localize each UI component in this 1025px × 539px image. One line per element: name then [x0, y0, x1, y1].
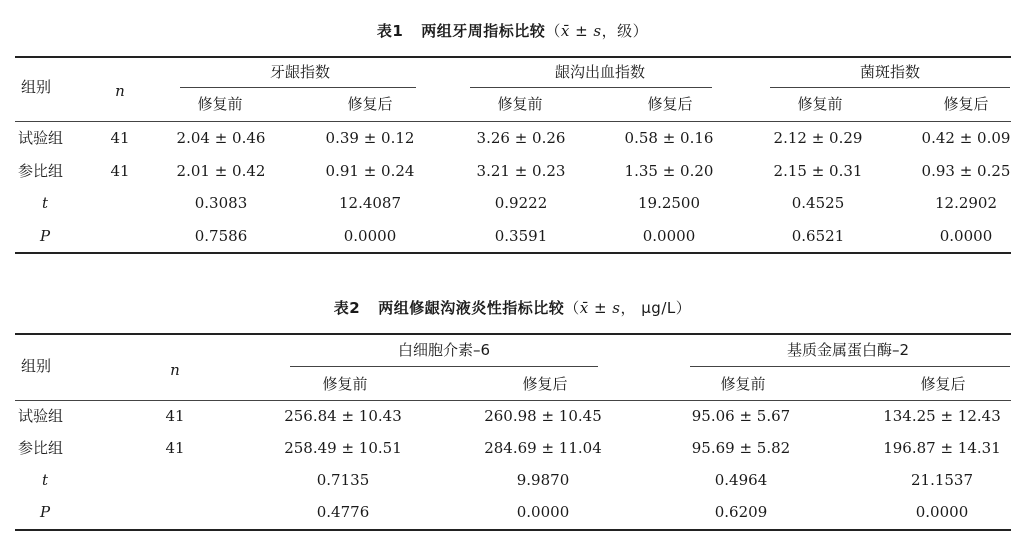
table1-row-2-value-2: 0.9222: [494, 194, 548, 212]
table1-row-1-value-0: 2.01 ± 0.42: [176, 161, 266, 180]
table2-label: 表2: [333, 299, 361, 317]
table1-sub-before-3: 修复前: [797, 95, 843, 113]
table1-row-0-value-4: 2.12 ± 0.29: [773, 129, 863, 147]
table1-row-3-label: P: [39, 226, 51, 245]
table2-row-2-value-1: 9.9870: [516, 471, 570, 489]
table1-sub-after-1: 修复后: [347, 95, 393, 113]
table1-group-underline-2: [470, 87, 712, 88]
table1-row-2-value-3: 19.2500: [637, 194, 701, 212]
table1-header-n: n: [115, 82, 125, 100]
table1-bottom-rule: [15, 252, 1011, 254]
table2-sub-after-1: 修复后: [522, 375, 568, 393]
table2-row-3-label: P: [39, 503, 51, 521]
table1-row-0-n: 41: [110, 129, 130, 147]
table1-row-1-value-3: 1.35 ± 0.20: [624, 161, 714, 180]
table2-header-rule: [15, 400, 1011, 401]
table1-sub-after-3: 修复后: [943, 95, 989, 113]
table2-group-il6: 白细胞介素–6: [397, 341, 491, 359]
table1-row-1-value-2: 3.21 ± 0.23: [476, 161, 566, 180]
table2-sub-after-2: 修复后: [920, 375, 966, 393]
table2-bottom-rule: [15, 529, 1011, 531]
table1-row-3-value-1: 0.0000: [343, 226, 397, 245]
table2-row-2-value-3: 21.1537: [910, 471, 974, 489]
table2-note-s: s: [612, 299, 621, 317]
table2-row-1-n: 41: [165, 439, 185, 457]
table1-row-1-value-4: 2.15 ± 0.31: [773, 161, 863, 180]
table2-row-0-value-3: 134.25 ± 12.43: [883, 407, 1001, 425]
table2-row-0-value-0: 256.84 ± 10.43: [284, 407, 402, 425]
table1-note-mean: x̄: [560, 22, 570, 40]
table1-sub-before-2: 修复前: [497, 95, 543, 113]
table2-row-0-value-1: 260.98 ± 10.45: [484, 407, 602, 425]
table1-note-s: s: [593, 22, 602, 40]
table2-row-0-label: 试验组: [18, 407, 64, 425]
table1-row-3-value-0: 0.7586: [194, 226, 248, 245]
table2-note-unit: ， μg/L）: [620, 299, 692, 317]
table2-row-1-value-3: 196.87 ± 14.31: [883, 439, 1001, 457]
table2-row-3-value-2: 0.6209: [714, 503, 768, 521]
table1-row-1-label: 参比组: [18, 161, 64, 180]
table2-row-0-n: 41: [165, 407, 185, 425]
table2-header-group: 组别: [21, 357, 52, 375]
table1-group-underline-1: [180, 87, 416, 88]
table1-group-underline-3: [770, 87, 1010, 88]
table2-row-2-value-0: 0.7135: [316, 471, 370, 489]
table1-row-1-value-1: 0.91 ± 0.24: [325, 161, 415, 180]
table2-row-2-value-2: 0.4964: [714, 471, 768, 489]
table1-row-2-value-5: 12.2902: [934, 194, 998, 212]
table1-row-2-label: t: [41, 194, 49, 212]
table1-row-2-value-1: 12.4087: [338, 194, 402, 212]
table1-row-3-value-3: 0.0000: [642, 226, 696, 245]
table2-row-1-value-2: 95.69 ± 5.82: [691, 439, 791, 457]
table1-top-rule: [15, 56, 1011, 58]
table1-caption: [0, 20, 1025, 41]
table1-row-0-label: 试验组: [18, 129, 64, 147]
table1-row-0-value-2: 3.26 ± 0.26: [476, 129, 566, 147]
table1-note-unit: ，级）: [601, 22, 649, 40]
table1-row-0-value-5: 0.42 ± 0.09: [921, 129, 1011, 147]
table1-group-bleeding: 龈沟出血指数: [554, 63, 645, 81]
table1-row-3-value-4: 0.6521: [791, 226, 845, 245]
table2-row-3-value-1: 0.0000: [516, 503, 570, 521]
table1-sub-after-2: 修复后: [647, 95, 693, 113]
table2-group-underline-1: [290, 366, 598, 367]
table2-group-mmp2: 基质金属蛋白酶–2: [786, 341, 910, 359]
table2-top-rule: [15, 333, 1011, 335]
table2-sub-before-1: 修复前: [322, 375, 368, 393]
table2-caption: [0, 297, 1025, 318]
table1-row-2-value-0: 0.3083: [194, 194, 248, 212]
table1-sub-before-1: 修复前: [197, 95, 243, 113]
table1-header-rule: [15, 121, 1011, 122]
table2-note: [564, 299, 691, 317]
table1-group-gingival: 牙龈指数: [269, 63, 330, 81]
table1-row-0-value-0: 2.04 ± 0.46: [176, 129, 266, 147]
table2-row-1-value-1: 284.69 ± 11.04: [484, 439, 602, 457]
table1-row-3-value-5: 0.0000: [939, 226, 993, 245]
table2-row-0-value-2: 95.06 ± 5.67: [691, 407, 791, 425]
table2-note-pm: ±: [588, 299, 613, 317]
table1-group-plaque: 菌斑指数: [859, 63, 920, 81]
table1-title: 两组牙周指标比较: [421, 22, 546, 40]
table2-sub-before-2: 修复前: [720, 375, 766, 393]
table1-row-1-n: 41: [110, 161, 130, 180]
table1-note-pm: ±: [569, 22, 594, 40]
table2-row-2-label: t: [41, 471, 49, 489]
table1-row-2-value-4: 0.4525: [791, 194, 845, 212]
table2-title: 两组修龈沟液炎性指标比较: [378, 299, 565, 317]
table1-note-open: （: [545, 22, 561, 40]
table2-note-mean: x̄: [579, 299, 589, 317]
table1-label: 表1: [376, 22, 404, 40]
table2-group-underline-2: [690, 366, 1010, 367]
table2-row-1-value-0: 258.49 ± 10.51: [284, 439, 402, 457]
table1-row-3-value-2: 0.3591: [494, 226, 548, 245]
table1-row-1-value-5: 0.93 ± 0.25: [921, 161, 1011, 180]
table1-row-0-value-1: 0.39 ± 0.12: [325, 129, 415, 147]
table2-row-3-value-3: 0.0000: [915, 503, 969, 521]
table1-header-group: 组别: [21, 78, 52, 96]
table2-row-1-label: 参比组: [18, 439, 64, 457]
table2-note-open: （: [564, 299, 580, 317]
table2-row-3-value-0: 0.4776: [316, 503, 370, 521]
table1-note: [545, 22, 648, 40]
table2-header-n: n: [170, 361, 180, 379]
table1-row-0-value-3: 0.58 ± 0.16: [624, 129, 714, 147]
